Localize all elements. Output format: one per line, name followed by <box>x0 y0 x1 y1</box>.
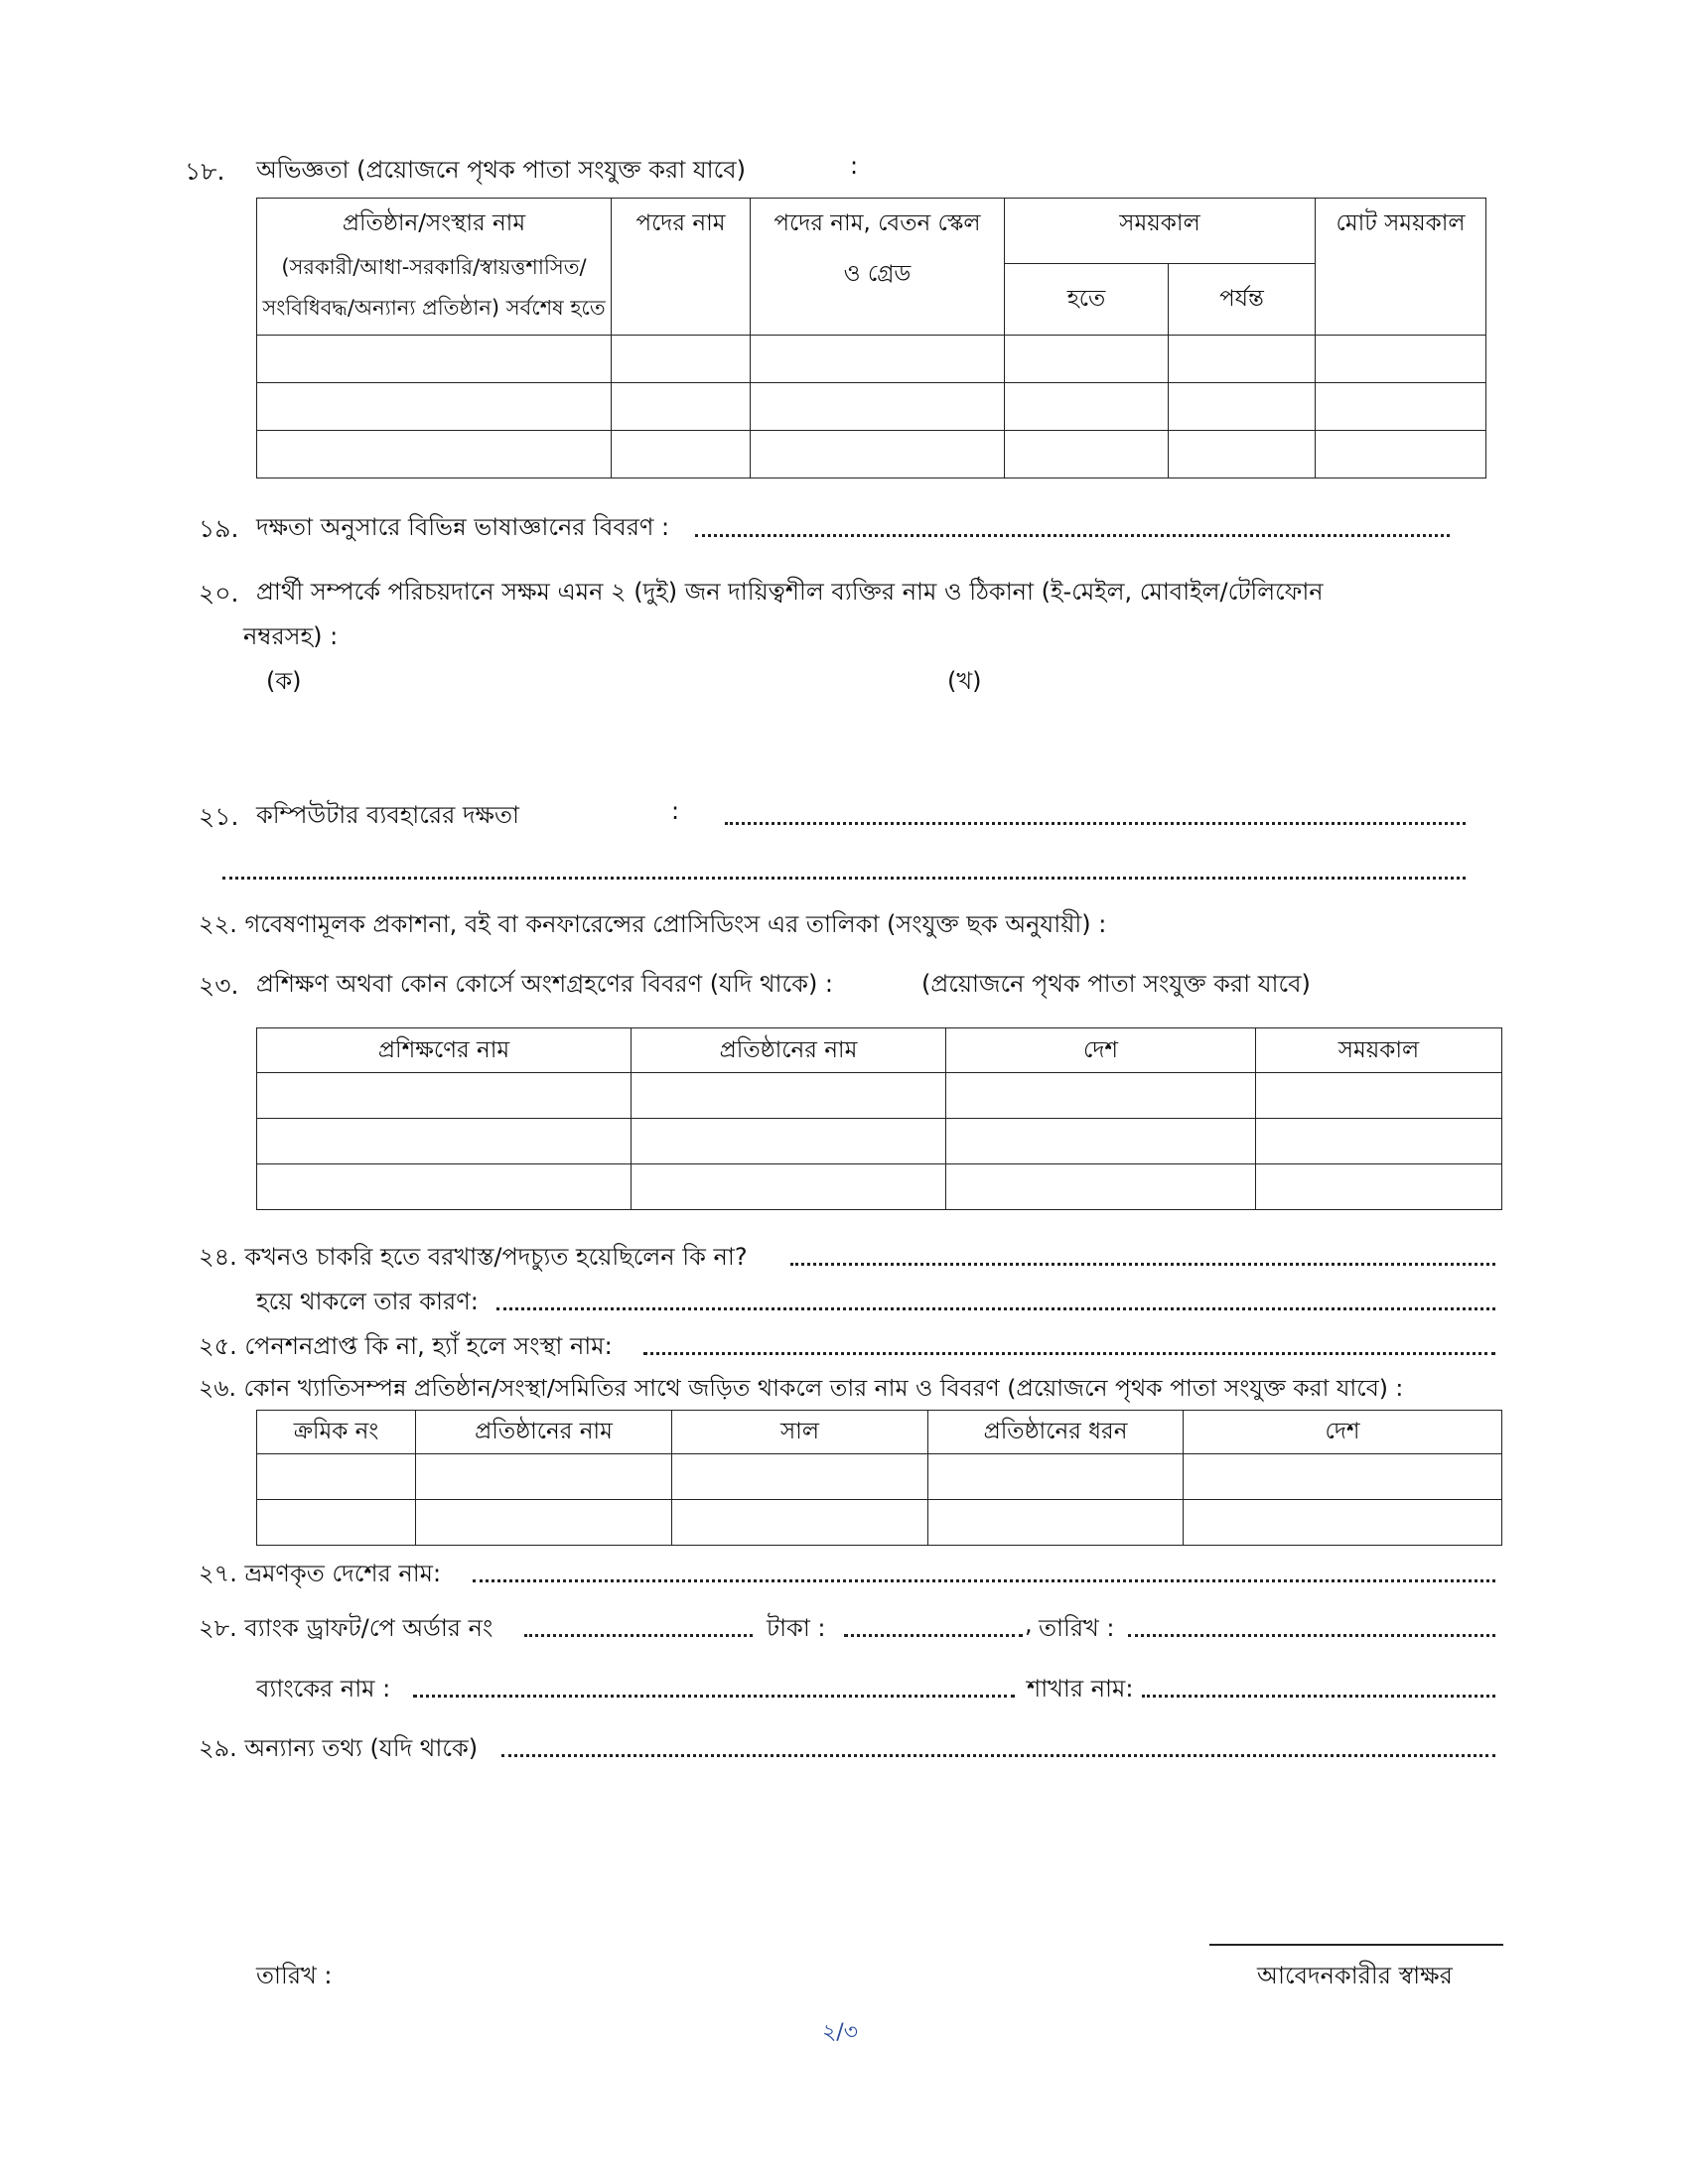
training-table <box>256 1027 1502 1210</box>
item-28-label: ২৮. ব্যাংক ড্রাফট/পে অর্ডার নং <box>199 1614 493 1642</box>
col-institution-header: প্রতিষ্ঠানের নাম <box>632 1028 946 1073</box>
table-row[interactable] <box>257 1119 1502 1164</box>
other-info-field[interactable] <box>501 1754 1495 1757</box>
table-row[interactable] <box>257 1454 1502 1500</box>
table-row[interactable] <box>257 431 1486 478</box>
item-23-number: ২৩. <box>199 971 239 1000</box>
col-from-header: হতে <box>1005 264 1169 336</box>
computer-skill-field[interactable] <box>725 822 1466 825</box>
item-18-label: অভিজ্ঞতা (প্রয়োজনে পৃথক পাতা সংযুক্ত করা যাবে) <box>256 156 746 184</box>
reference-b-label: (খ) <box>947 667 982 695</box>
col-year-header: সাল <box>672 1411 928 1454</box>
col-scale-grade-header: পদের নাম, বেতন স্কেল ও গ্রেড <box>751 199 1005 336</box>
item-21-colon: : <box>671 797 680 825</box>
col-organization-header: প্রতিষ্ঠান/সংস্থার নাম (সরকারী/আধা-সরকারি/স্বায়ত্তশাসিত/ সংবিধিবদ্ধ/অন্যান্য প্রতিষ্ঠান) সর্বশেষ হতে <box>257 199 612 336</box>
countries-visited-field[interactable] <box>473 1579 1495 1582</box>
col-country-header: দেশ <box>946 1028 1256 1073</box>
bank-name-field[interactable] <box>413 1695 1015 1698</box>
item-29-label: ২৯. অন্যান্য তথ্য (যদি থাকে) <box>199 1734 479 1762</box>
item-18-number: ১৮. <box>185 157 225 186</box>
table-row[interactable] <box>257 1073 1502 1119</box>
col-serial-header: ক্রমিক নং <box>257 1411 416 1454</box>
col-period-header: সময়কাল <box>1005 199 1316 264</box>
comma: , <box>1025 1610 1033 1638</box>
taka-field[interactable] <box>844 1634 1023 1637</box>
item-20-line2: নম্বরসহ) : <box>243 622 339 650</box>
col-duration-header: সময়কাল <box>1256 1028 1502 1073</box>
item-19-label: দক্ষতা অনুসারে বিভিন্ন ভাষাজ্ঞানের বিবরণ : <box>256 513 670 541</box>
col-training-name-header: প্রশিক্ষণের নাম <box>257 1028 632 1073</box>
item-24-label: ২৪. কখনও চাকরি হতে বরখাস্ত/পদচ্যুত হয়েছিলেন কি না? <box>199 1243 748 1271</box>
item-19-number: ১৯. <box>199 514 239 543</box>
footer-date-label: তারিখ : <box>256 1962 333 1989</box>
item-24-sub-label: হয়ে থাকলে তার কারণ: <box>256 1288 479 1315</box>
col-post-header: পদের নাম <box>612 199 751 336</box>
page-number: ২/৩ <box>822 2020 859 2045</box>
experience-table <box>256 198 1486 478</box>
item-23-label: প্রশিক্ষণ অথবা কোন কোর্সে অংশগ্রহণের বিবরণ (যদি থাকে) : <box>256 970 834 998</box>
dismissal-field[interactable] <box>790 1263 1495 1266</box>
date-label: তারিখ : <box>1039 1614 1115 1642</box>
reference-a-label: (ক) <box>266 667 302 695</box>
taka-label: টাকা : <box>767 1614 826 1642</box>
table-row[interactable] <box>257 1500 1502 1546</box>
association-table <box>256 1410 1502 1546</box>
item-25-label: ২৫. পেনশনপ্রাপ্ত কি না, হ্যাঁ হলে সংস্থা নাম: <box>199 1332 613 1360</box>
col-total-period-header: মোট সময়কাল <box>1316 199 1486 336</box>
item-26-label: ২৬. কোন খ্যাতিসম্পন্ন প্রতিষ্ঠান/সংস্থা/সমিতির সাথে জড়িত থাকলে তার নাম ও বিবরণ (প্রয়োজনে পৃথক পাতা সংযুক্ত করা যাবে) : <box>199 1374 1404 1402</box>
col-institution-header: প্রতিষ্ঠানের নাম <box>416 1411 672 1454</box>
col-institution-type-header: প্রতিষ্ঠানের ধরন <box>928 1411 1184 1454</box>
item-21-number: ২১. <box>199 802 239 831</box>
applicant-signature-label: আবেদনকারীর স্বাক্ষর <box>1257 1962 1453 1989</box>
item-20-line1: প্রার্থী সম্পর্কে পরিচয়দানে সক্ষম এমন ২ (দুই) জন দায়িত্বশীল ব্যক্তির নাম ও ঠিকানা (ই-মেইল, মোবাইল/টেলিফোন <box>256 578 1324 606</box>
table-row[interactable] <box>257 336 1486 383</box>
col-to-header: পর্যন্ত <box>1169 264 1316 336</box>
item-23-note: (প্রয়োজনে পৃথক পাতা সংযুক্ত করা যাবে) <box>921 970 1311 998</box>
branch-name-field[interactable] <box>1142 1695 1495 1698</box>
item-22-label: ২২. গবেষণামূলক প্রকাশনা, বই বা কনফারেন্সের প্রোসিডিংস এর তালিকা (সংযুক্ত ছক অনুযায়ী) : <box>199 910 1107 938</box>
draft-number-field[interactable] <box>524 1634 753 1637</box>
branch-name-label: শাখার নাম: <box>1027 1675 1134 1703</box>
col-country-header: দেশ <box>1184 1411 1502 1454</box>
signature-line[interactable] <box>1209 1944 1503 1946</box>
table-row[interactable] <box>257 1164 1502 1210</box>
item-27-label: ২৭. ভ্রমণকৃত দেশের নাম: <box>199 1560 442 1587</box>
item-20-number: ২০. <box>199 579 239 608</box>
item-18-colon: : <box>850 152 859 180</box>
table-row[interactable] <box>257 383 1486 431</box>
item-21-label: কম্পিউটার ব্যবহারের দক্ষতা <box>256 801 519 829</box>
draft-date-field[interactable] <box>1128 1634 1495 1637</box>
computer-skill-field-continued[interactable] <box>222 877 1466 880</box>
dismissal-reason-field[interactable] <box>496 1307 1495 1310</box>
pension-org-field[interactable] <box>643 1352 1495 1355</box>
language-field[interactable] <box>695 534 1450 537</box>
bank-name-label: ব্যাংকের নাম : <box>256 1675 391 1703</box>
